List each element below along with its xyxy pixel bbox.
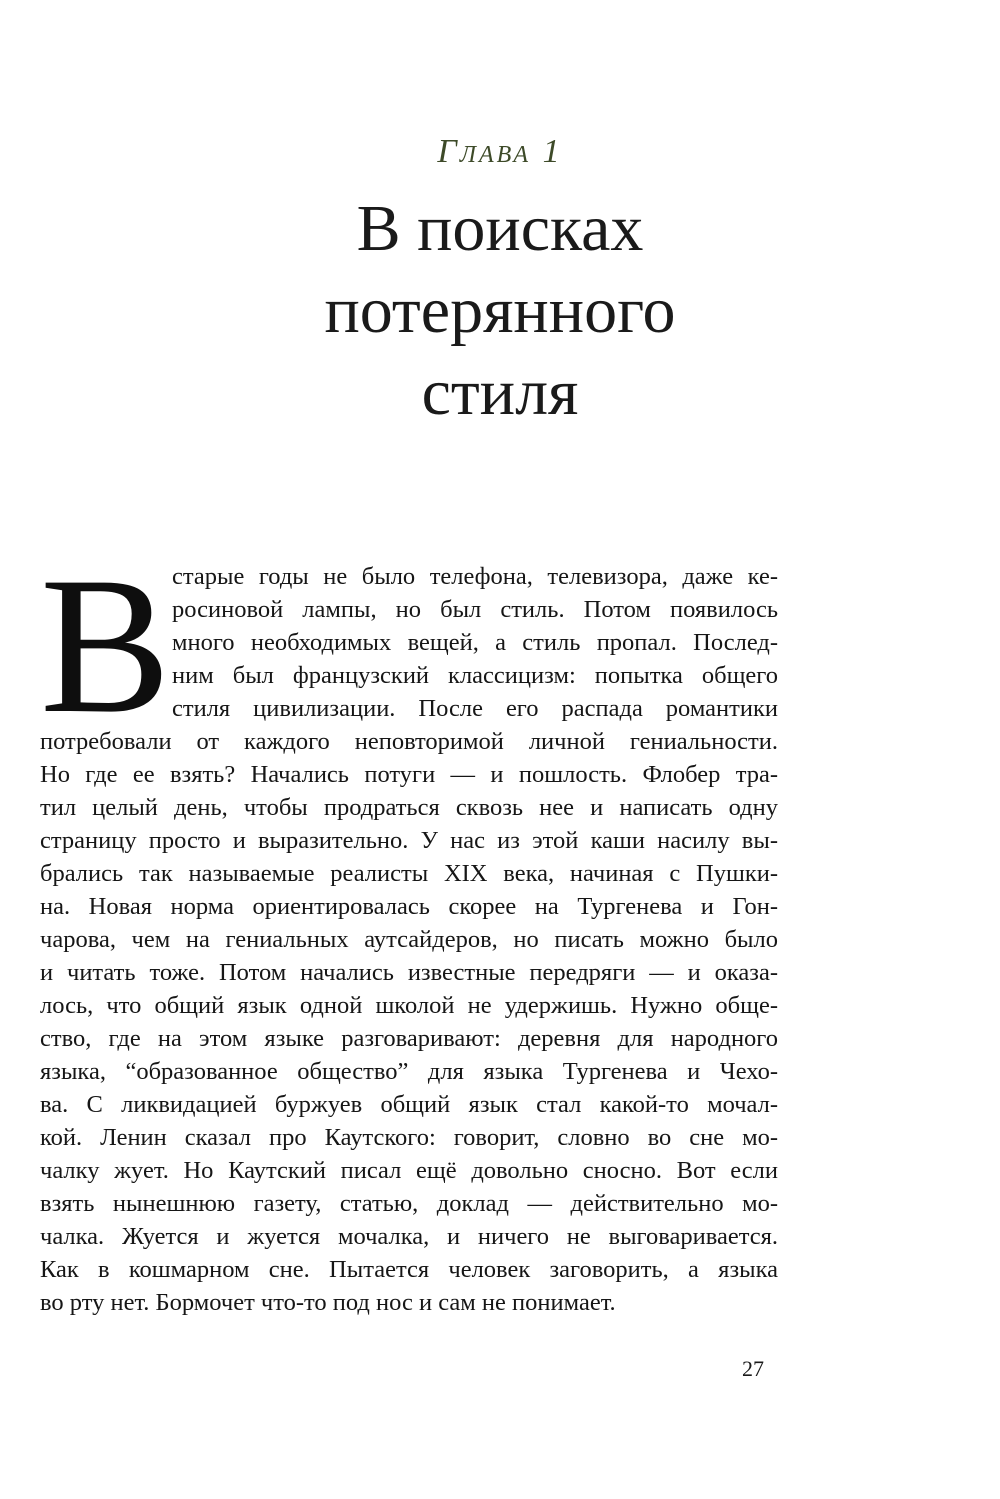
text-line: лось, что общий язык одной школой не удержишь. Нужно обще- [40,992,778,1019]
chapter-title [150,188,850,434]
text-line: ство, где на этом языке разговаривают: деревня для народного [40,1025,778,1052]
text-line: кой. Ленин сказал про Каутского: говорит, словно во сне мо- [40,1124,778,1151]
text-line: потребовали от каждого неповторимой личной гениальности. [40,728,778,755]
text-line: ва. С ликвидацией буржуев общий язык стал какой-то мочал- [40,1091,778,1118]
page-number: 27 [742,1356,764,1381]
drop-cap: В [40,537,171,754]
text-line: много необходимых вещей, а стиль пропал. Послед- [172,629,778,656]
chapter-title-line: потерянного [324,274,676,347]
text-line: росиновой лампы, но был стиль. Потом появилось [172,596,778,623]
text-line: языка, “образованное общество” для языка Тургенева и Чехо- [40,1058,778,1085]
text-line: брались так называемые реалисты XIX века, начиная с Пушки- [40,860,778,887]
text-line: и читать тоже. Потом начались известные передряги — и оказа- [40,959,778,986]
text-line: чалка. Жуется и жуется мочалка, и ничего не выговаривается. [40,1223,778,1250]
text-line: взять нынешнюю газету, статью, доклад — действительно мо- [40,1190,778,1217]
chapter-title-line: В поисках [356,192,644,265]
text-line: чарова, чем на гениальных аутсайдеров, но писать можно было [40,926,778,953]
text-line: во рту нет. Бормочет что-то под нос и сам не понимает. [40,1289,616,1316]
text-line: Но где ее взять? Начались потуги — и пошлость. Флобер тра- [40,761,778,788]
text-line: старые годы не было телефона, телевизора, даже ке- [172,563,778,590]
text-line: чалку жует. Но Каутский писал ещё довольно сносно. Вот если [40,1157,778,1184]
text-line: страницу просто и выразительно. У нас из этой каши насилу вы- [40,827,778,854]
text-line: на. Новая норма ориентировалась скорее на Тургенева и Гон- [40,893,778,920]
text-line: тил целый день, чтобы продраться сквозь нее и написать одну [40,794,778,821]
text-line: стиля цивилизации. После его распада романтики [172,695,778,722]
text-line: ним был французский классицизм: попытка общего [172,662,778,689]
text-line: Как в кошмарном сне. Пытается человек заговорить, а языка [40,1256,778,1283]
chapter-title-line: стиля [421,356,579,429]
chapter-label: Глава 1 [437,133,563,170]
body-text [40,537,778,1319]
